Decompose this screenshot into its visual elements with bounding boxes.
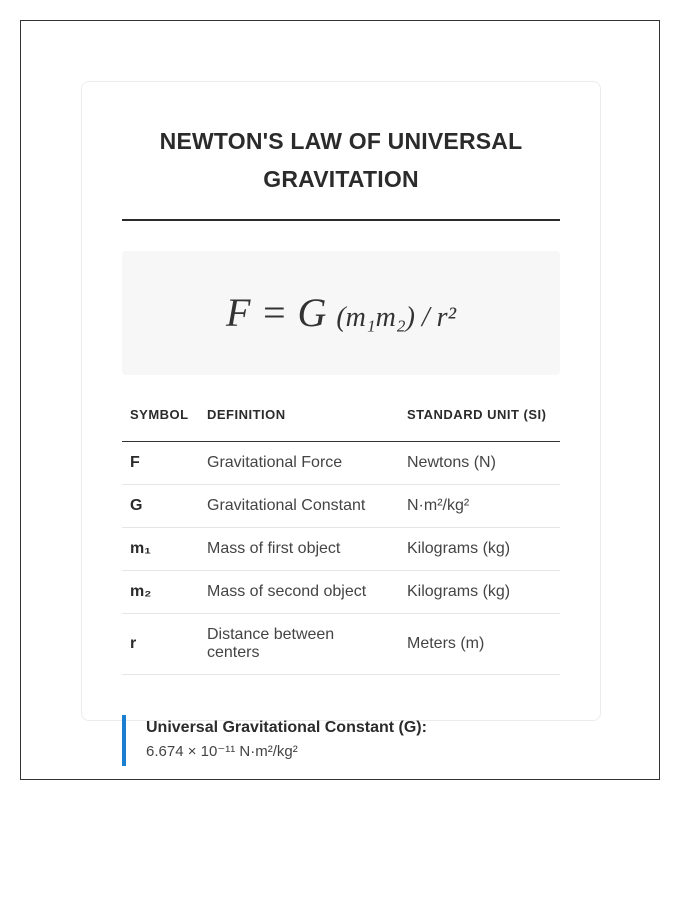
page-title [122,122,560,198]
cell-unit: Kilograms (kg) [399,571,560,614]
variables-table [122,395,560,675]
table-row [122,528,560,571]
formula-box [122,251,560,375]
cell-symbol: F [122,442,199,485]
table-header-row [122,395,560,442]
header-symbol: SYMBOL [122,395,199,442]
cell-unit: N·m²/kg² [399,485,560,528]
constant-value: 6.674 × 10⁻¹¹ N·m²/kg² [146,743,298,760]
table-row [122,614,560,675]
constant-callout [122,715,560,766]
formula-lhs: F = G [226,290,337,335]
cell-symbol: G [122,485,199,528]
cell-definition: Distance between centers [199,614,399,675]
title-line-1: NEWTON'S LAW OF UNIVERSAL [159,128,523,154]
cell-unit: Newtons (N) [399,442,560,485]
formula-rhs: (m₁m₂) / r² [336,302,456,333]
cell-symbol: m₂ [122,571,199,614]
cell-symbol: r [122,614,199,675]
constant-label: Universal Gravitational Constant (G): [146,719,427,736]
title-divider [122,219,560,221]
cell-definition: Mass of first object [199,528,399,571]
header-definition: DEFINITION [199,395,399,442]
header-unit: STANDARD UNIT (SI) [399,395,560,442]
table-row [122,571,560,614]
cell-symbol: m₁ [122,528,199,571]
formula [122,291,560,340]
title-line-2: GRAVITATION [263,166,419,192]
cell-definition: Gravitational Force [199,442,399,485]
cell-unit: Kilograms (kg) [399,528,560,571]
table-row [122,485,560,528]
table-row [122,442,560,485]
cell-definition: Gravitational Constant [199,485,399,528]
cell-unit: Meters (m) [399,614,560,675]
cell-definition: Mass of second object [199,571,399,614]
